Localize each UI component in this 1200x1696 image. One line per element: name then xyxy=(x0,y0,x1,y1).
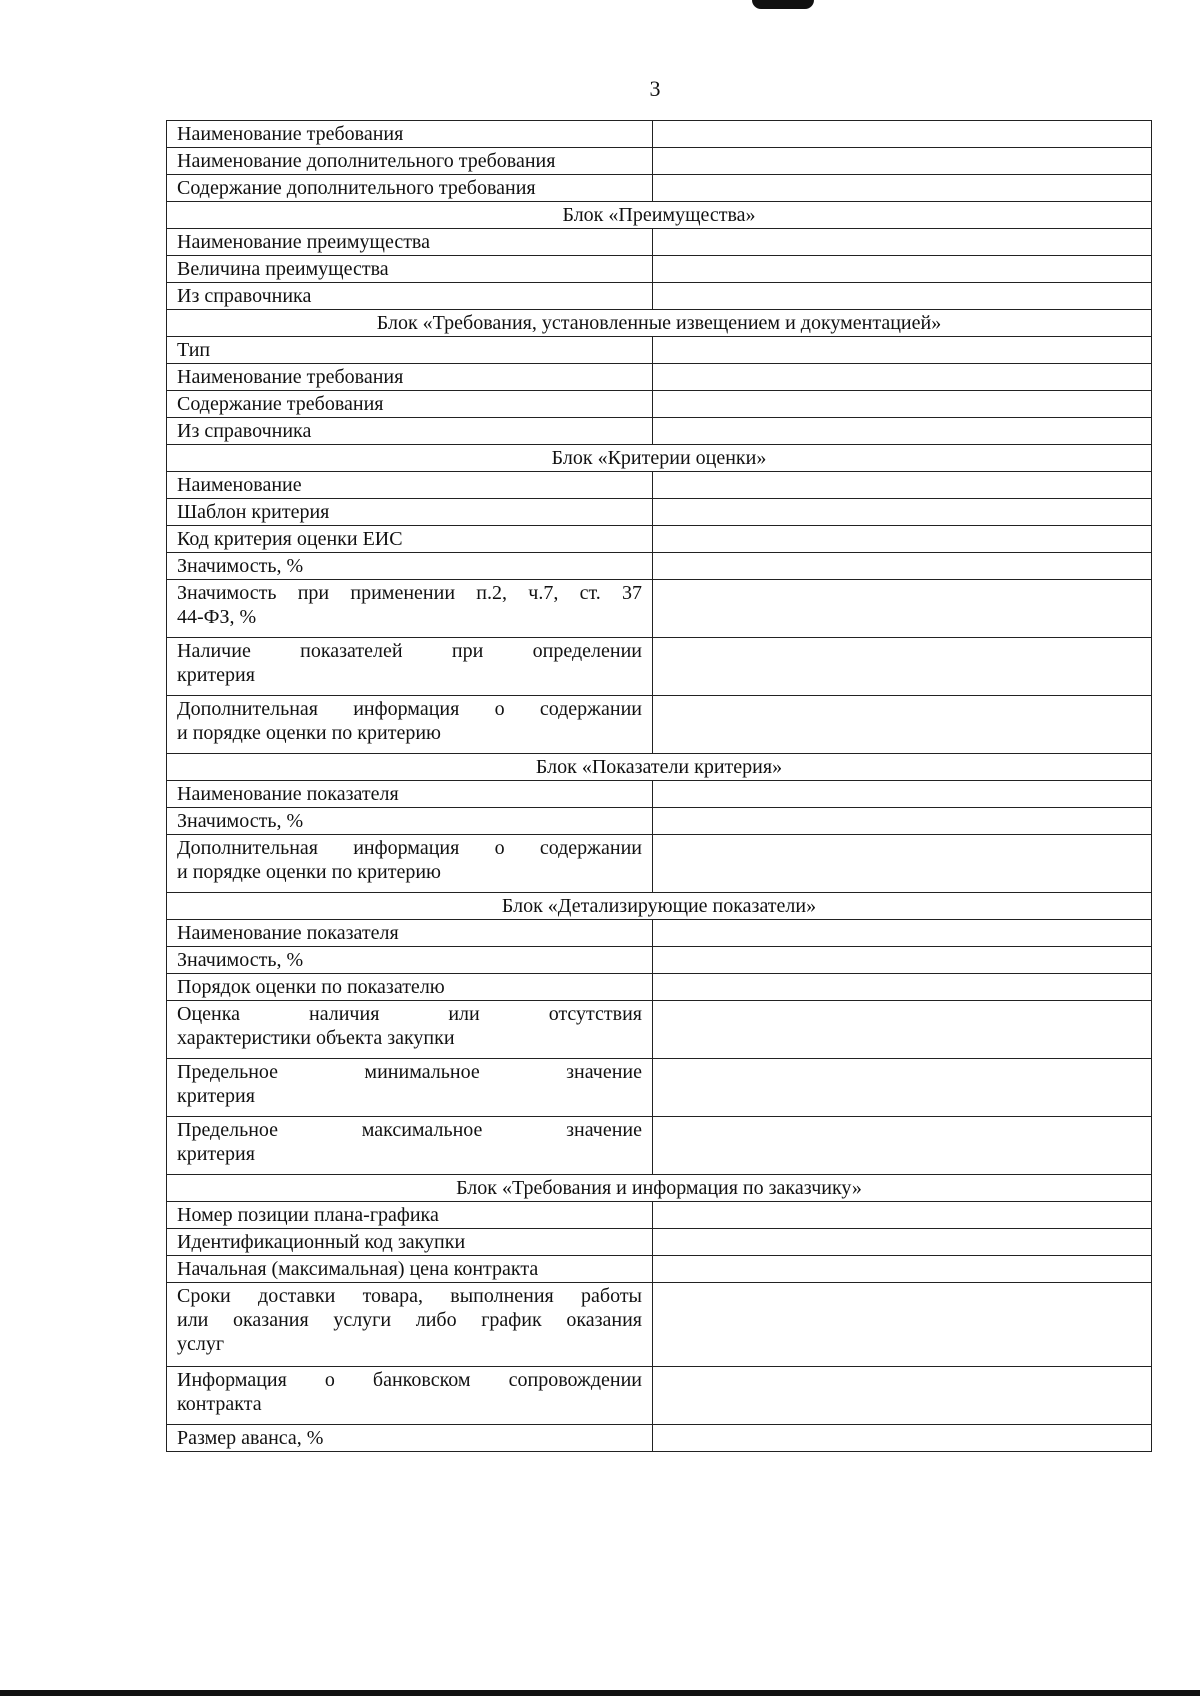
field-value[interactable] xyxy=(653,1425,1152,1452)
field-value[interactable] xyxy=(653,472,1152,499)
field-value[interactable] xyxy=(653,337,1152,364)
field-label-line: Информация о банковском сопровождении xyxy=(177,1369,642,1391)
form-body xyxy=(167,121,1152,1452)
field-value[interactable] xyxy=(653,1256,1152,1283)
field-value[interactable] xyxy=(653,580,1152,638)
table-row xyxy=(167,974,1152,1001)
table-row xyxy=(167,364,1152,391)
field-label: Код критерия оценки ЕИС xyxy=(167,526,653,553)
section-title: Блок «Преимущества» xyxy=(167,202,1152,229)
field-label-line: Предельное минимальное значение xyxy=(177,1061,642,1083)
table-row xyxy=(167,580,1152,638)
field-value[interactable] xyxy=(653,1367,1152,1425)
table-row xyxy=(167,638,1152,696)
table-row xyxy=(167,391,1152,418)
table-row xyxy=(167,696,1152,754)
field-value[interactable] xyxy=(653,974,1152,1001)
field-label xyxy=(167,1367,653,1425)
field-label: Идентификационный код закупки xyxy=(167,1229,653,1256)
field-label: Наименование показателя xyxy=(167,920,653,947)
field-label-line: Дополнительная информация о содержании xyxy=(177,837,642,859)
section-title: Блок «Детализирующие показатели» xyxy=(167,893,1152,920)
field-label: Шаблон критерия xyxy=(167,499,653,526)
table-row xyxy=(167,1059,1152,1117)
field-label xyxy=(167,1283,653,1367)
field-value[interactable] xyxy=(653,499,1152,526)
page-number: 3 xyxy=(649,76,661,101)
section-header-row xyxy=(167,445,1152,472)
field-label-line: Дополнительная информация о содержании xyxy=(177,698,642,720)
field-label: Содержание требования xyxy=(167,391,653,418)
section-header-row xyxy=(167,202,1152,229)
field-label xyxy=(167,1001,653,1059)
field-label-line: услуг xyxy=(177,1333,225,1355)
table-row xyxy=(167,553,1152,580)
scan-artifact-bottom xyxy=(0,1690,1200,1696)
table-row xyxy=(167,1202,1152,1229)
field-label-line: критерия xyxy=(177,664,255,686)
section-title: Блок «Показатели критерия» xyxy=(167,754,1152,781)
field-label: Размер аванса, % xyxy=(167,1425,653,1452)
table-row xyxy=(167,256,1152,283)
field-value[interactable] xyxy=(653,229,1152,256)
field-label: Из справочника xyxy=(167,418,653,445)
table-row xyxy=(167,175,1152,202)
field-label-line: Оценка наличия или отсутствия xyxy=(177,1003,642,1025)
field-value[interactable] xyxy=(653,148,1152,175)
field-value[interactable] xyxy=(653,526,1152,553)
field-label: Наименование требования xyxy=(167,121,653,148)
section-header-row xyxy=(167,1175,1152,1202)
table-row xyxy=(167,1117,1152,1175)
field-label: Значимость, % xyxy=(167,553,653,580)
field-label: Величина преимущества xyxy=(167,256,653,283)
field-value[interactable] xyxy=(653,781,1152,808)
field-label: Содержание дополнительного требования xyxy=(167,175,653,202)
table-row xyxy=(167,337,1152,364)
table-row xyxy=(167,835,1152,893)
field-label xyxy=(167,638,653,696)
field-label-line: критерия xyxy=(177,1143,255,1165)
table-row xyxy=(167,1283,1152,1367)
field-value[interactable] xyxy=(653,835,1152,893)
table-row xyxy=(167,1229,1152,1256)
field-label-line: и порядке оценки по критерию xyxy=(177,722,441,744)
field-label xyxy=(167,1117,653,1175)
table-row xyxy=(167,1001,1152,1059)
field-label-line: и порядке оценки по критерию xyxy=(177,861,441,883)
requirements-form-table xyxy=(166,120,1152,1452)
table-row xyxy=(167,1367,1152,1425)
field-value[interactable] xyxy=(653,418,1152,445)
field-value[interactable] xyxy=(653,391,1152,418)
field-value[interactable] xyxy=(653,1001,1152,1059)
field-value[interactable] xyxy=(653,696,1152,754)
field-label: Наименование требования xyxy=(167,364,653,391)
field-label: Наименование xyxy=(167,472,653,499)
field-label-line: Значимость при применении п.2, ч.7, ст. 37 xyxy=(177,582,642,604)
field-label xyxy=(167,835,653,893)
table-row xyxy=(167,920,1152,947)
field-label-line: Наличие показателей при определении xyxy=(177,640,642,662)
section-header-row xyxy=(167,310,1152,337)
field-value[interactable] xyxy=(653,1229,1152,1256)
field-value[interactable] xyxy=(653,1283,1152,1367)
table-row xyxy=(167,1425,1152,1452)
field-value[interactable] xyxy=(653,256,1152,283)
section-title: Блок «Критерии оценки» xyxy=(167,445,1152,472)
table-row xyxy=(167,526,1152,553)
field-label-line: 44-ФЗ, % xyxy=(177,606,257,628)
field-value[interactable] xyxy=(653,364,1152,391)
field-value[interactable] xyxy=(653,638,1152,696)
table-row xyxy=(167,418,1152,445)
field-value[interactable] xyxy=(653,1202,1152,1229)
table-row xyxy=(167,229,1152,256)
field-value[interactable] xyxy=(653,1059,1152,1117)
field-value[interactable] xyxy=(653,1117,1152,1175)
scan-artifact-top xyxy=(752,0,814,9)
section-header-row xyxy=(167,893,1152,920)
field-label: Начальная (максимальная) цена контракта xyxy=(167,1256,653,1283)
field-value[interactable] xyxy=(653,121,1152,148)
field-value[interactable] xyxy=(653,920,1152,947)
table-row xyxy=(167,808,1152,835)
section-header-row xyxy=(167,754,1152,781)
table-row xyxy=(167,472,1152,499)
field-label: Из справочника xyxy=(167,283,653,310)
field-label-line: Предельное максимальное значение xyxy=(177,1119,642,1141)
field-label-line: контракта xyxy=(177,1393,262,1415)
table-row xyxy=(167,148,1152,175)
field-label xyxy=(167,696,653,754)
field-value[interactable] xyxy=(653,808,1152,835)
field-value[interactable] xyxy=(653,175,1152,202)
field-label xyxy=(167,580,653,638)
field-value[interactable] xyxy=(653,947,1152,974)
field-label: Наименование преимущества xyxy=(167,229,653,256)
field-label: Значимость, % xyxy=(167,947,653,974)
field-label xyxy=(167,1059,653,1117)
table-row xyxy=(167,283,1152,310)
table-row xyxy=(167,1256,1152,1283)
field-value[interactable] xyxy=(653,553,1152,580)
field-label-line: или оказания услуги либо график оказания xyxy=(177,1309,642,1331)
field-label-line: критерия xyxy=(177,1085,255,1107)
table-row xyxy=(167,947,1152,974)
section-title: Блок «Требования, установленные извещением и документацией» xyxy=(167,310,1152,337)
table-row xyxy=(167,121,1152,148)
field-label: Значимость, % xyxy=(167,808,653,835)
table-row xyxy=(167,781,1152,808)
field-label: Номер позиции плана-графика xyxy=(167,1202,653,1229)
field-label: Наименование показателя xyxy=(167,781,653,808)
field-label-line: характеристики объекта закупки xyxy=(177,1027,455,1049)
field-label: Тип xyxy=(167,337,653,364)
section-title: Блок «Требования и информация по заказчику» xyxy=(167,1175,1152,1202)
field-value[interactable] xyxy=(653,283,1152,310)
table-row xyxy=(167,499,1152,526)
field-label: Наименование дополнительного требования xyxy=(167,148,653,175)
field-label: Порядок оценки по показателю xyxy=(167,974,653,1001)
field-label-line: Сроки доставки товара, выполнения работы xyxy=(177,1285,642,1307)
